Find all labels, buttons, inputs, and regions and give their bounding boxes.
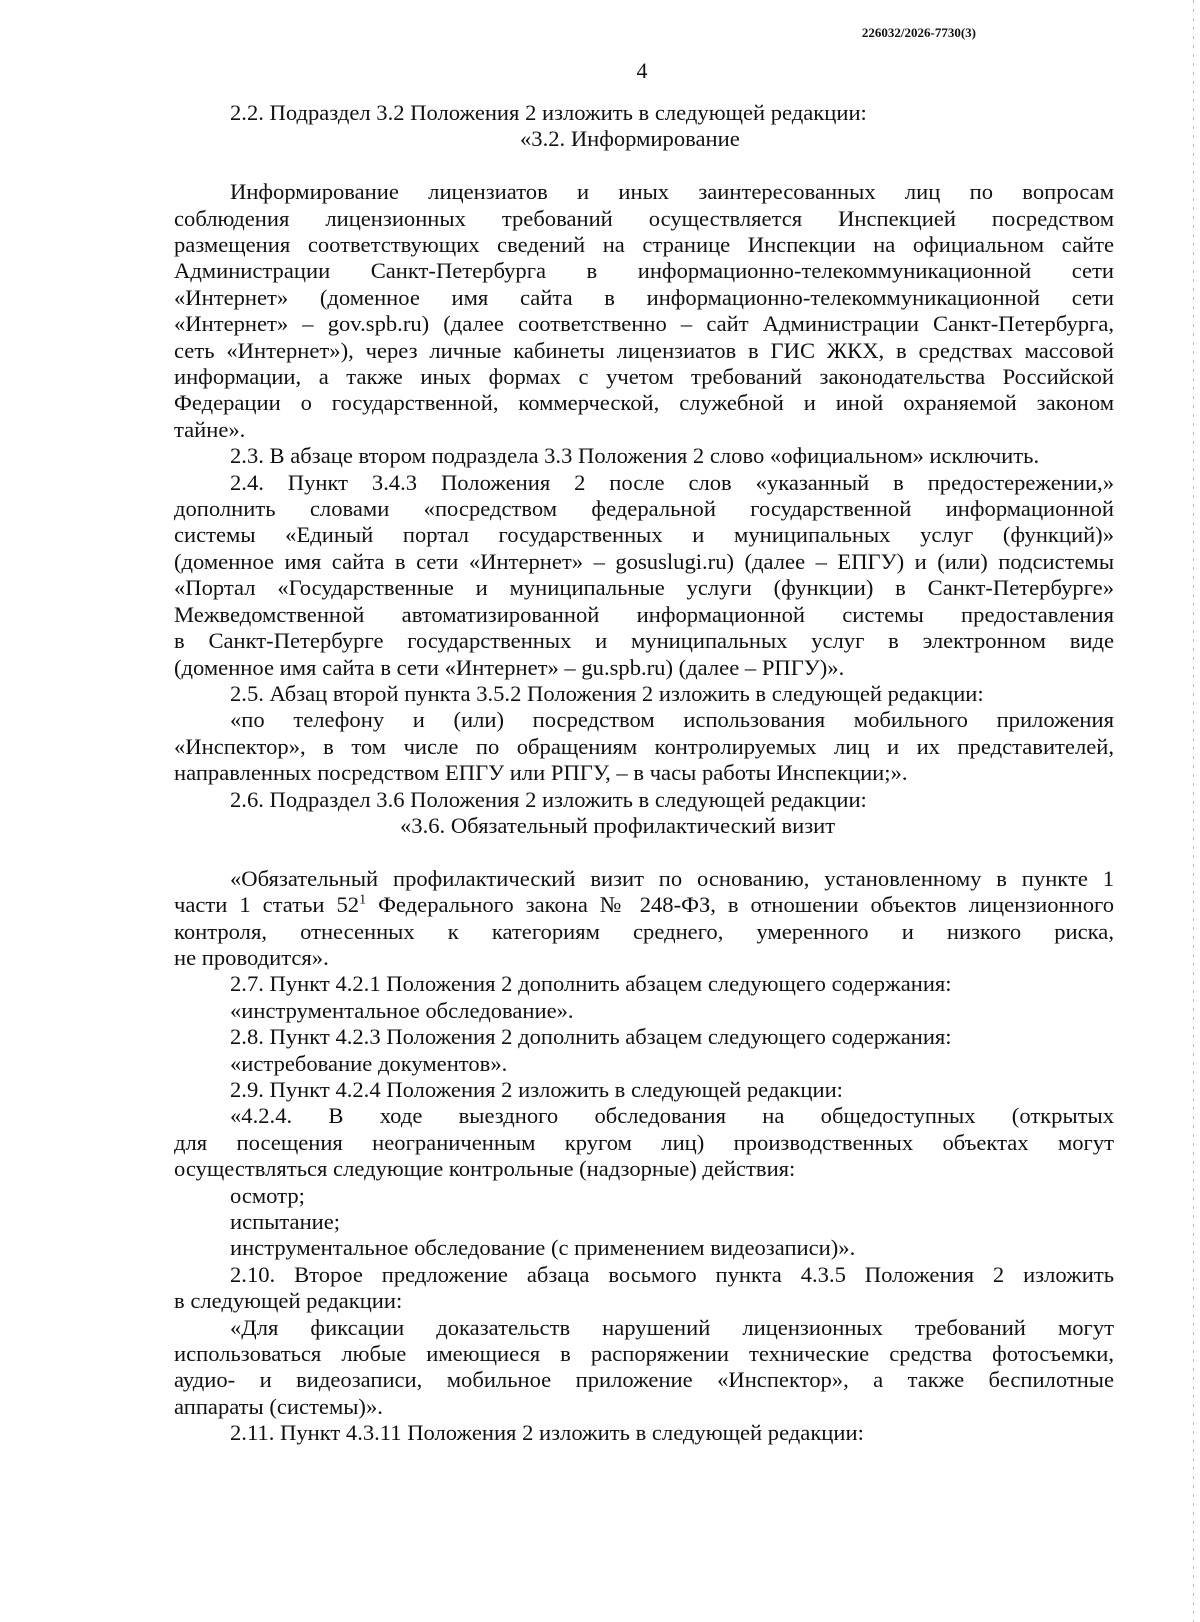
section-2-9: 2.9. Пункт 4.2.4 Положения 2 изложить в следующей редакции: [230, 1077, 843, 1102]
section-2-8-text: «истребование документов». [230, 1050, 508, 1076]
paragraph-line: 2.4. Пункт 3.4.3 Положения 2 после слов «указанный в предостережении,» [230, 469, 1114, 495]
section-2-4 [174, 470, 1114, 681]
paragraph-line: не проводится». [174, 944, 329, 970]
visit-paragraph [174, 866, 1114, 972]
section-2-11: 2.11. Пункт 4.3.11 Положения 2 изложить в следующей редакции: [230, 1420, 864, 1446]
section-3-6-heading: «3.6. Обязательный профилактический визит [400, 812, 836, 838]
section-2-2-title: 2.2. Подраздел 3.2 Положения 2 изложить в следующей редакции: [230, 100, 867, 125]
section-2-5-quote [174, 707, 1114, 786]
paragraph-line: для посещения неограниченным кругом лиц) производственных объектах могут [174, 1129, 1114, 1155]
section-2-8: 2.8. Пункт 4.2.3 Положения 2 дополнить абзацем следующего содержания: [230, 1024, 952, 1050]
list-item: инструментальное обследование (с применением видеозаписи)». [230, 1235, 856, 1261]
paragraph-line: Межведомственной автоматизированной информационной системы предоставления [174, 601, 1114, 627]
section-3-2-heading: «3.2. Информирование [520, 126, 740, 152]
paragraph-line: Администрации Санкт-Петербурга в информационно-телекоммуникационной сети [174, 258, 1114, 284]
section-2-10 [174, 1262, 1114, 1420]
paragraph-line: «Интернет» – gov.spb.ru) (далее соответственно – сайт Администрации Санкт-Петербурга, [174, 311, 1114, 337]
paragraph-line: (доменное имя сайта в сети «Интернет» – gu.spb.ru) (далее – РПГУ)». [174, 654, 845, 680]
paragraph-line: осуществляться следующие контрольные (надзорные) действия: [174, 1156, 796, 1182]
visit-text-part: Федерального закона № 248-ФЗ, в отношении объектов лицензионного [366, 892, 1114, 918]
paragraph-line: дополнить словами «посредством федеральной государственной информационной [174, 496, 1114, 522]
paragraph-line: «по телефону и (или) посредством использования мобильного приложения [230, 707, 1114, 733]
paragraph-line: «Интернет» (доменное имя сайта в информационно-телекоммуникационной сети [174, 284, 1114, 310]
superscript-one: 1 [359, 892, 367, 908]
paragraph-line: в следующей редакции: [174, 1288, 403, 1314]
paragraph-line: «4.2.4. В ходе выездного обследования на общедоступных (открытых [230, 1103, 1114, 1129]
section-2-7: 2.7. Пункт 4.2.1 Положения 2 дополнить абзацем следующего содержания: [230, 971, 952, 997]
paragraph-line: «Для фиксации доказательств нарушений лицензионных требований могут [230, 1314, 1114, 1340]
paragraph-line: контроля, отнесенных к категориям среднего, умеренного и низкого риска, [174, 918, 1114, 944]
paragraph-line: системы «Единый портал государственных и муниципальных услуг (функций)» [174, 522, 1114, 548]
paragraph-line: тайне». [174, 416, 246, 442]
paragraph-line: «Портал «Государственные и муниципальные услуги (функции) в Санкт-Петербурге» [174, 575, 1114, 601]
list-item: осмотр; [230, 1182, 305, 1208]
informing-paragraph [174, 179, 1114, 443]
section-2-6: 2.6. Подраздел 3.6 Положения 2 изложить в следующей редакции: [230, 786, 867, 812]
paragraph-line: Информирование лицензиатов и иных заинтересованных лиц по вопросам [230, 179, 1114, 205]
paragraph-line: использоваться любые имеющиеся в распоряжении технические средства фотосъемки, [174, 1341, 1114, 1367]
paragraph-line: размещения соответствующих сведений на странице Инспекции на официальном сайте [174, 232, 1114, 258]
paragraph-line: соблюдения лицензионных требований осуществляется Инспекцией посредством [174, 205, 1114, 231]
paragraph-line: аудио- и видеозаписи, мобильное приложение «Инспектор», а также беспилотные [174, 1367, 1114, 1393]
section-2-7-text: «инструментальное обследование». [230, 997, 574, 1023]
paragraph-line: направленных посредством ЕПГУ или РПГУ, – в часы работы Инспекции;». [174, 760, 908, 786]
page-edge-scan-artifact [1193, 0, 1194, 1622]
document-body [174, 100, 1114, 1447]
paragraph-line: Федерации о государственной, коммерческой, служебной и иной охраняемой законом [174, 390, 1114, 416]
visit-text-part: части 1 статьи 52 [174, 892, 360, 918]
section-2-9-quote [174, 1103, 1114, 1261]
list-item: испытание; [230, 1209, 341, 1235]
paragraph-line: аппараты (системы)». [174, 1393, 383, 1419]
paragraph-line: «Инспектор», в том числе по обращениям контролируемых лиц и их представителей, [174, 733, 1114, 759]
paragraph-line: в Санкт-Петербурге государственных и муниципальных услуг в электронном виде [174, 628, 1114, 654]
page-number: 4 [636, 58, 648, 83]
section-2-5: 2.5. Абзац второй пункта 3.5.2 Положения 2 изложить в следующей редакции: [230, 680, 984, 706]
paragraph-line: (доменное имя сайта в сети «Интернет» – gosuslugi.ru) (далее – ЕПГУ) и (или) подсистемы [174, 548, 1114, 574]
paragraph-line: «Обязательный профилактический визит по основанию, установленному в пункте 1 [230, 865, 1114, 891]
paragraph-line: сеть «Интернет»), через личные кабинеты лицензиатов в ГИС ЖКХ, в средствах массовой [174, 337, 1114, 363]
paragraph-line: 2.10. Второе предложение абзаца восьмого пункта 4.3.5 Положения 2 изложить [230, 1261, 1114, 1287]
paragraph-line: информации, а также иных формах с учетом требований законодательства Российской [174, 364, 1114, 390]
document-id: 226032/2026-7730(3) [861, 25, 976, 40]
section-2-3: 2.3. В абзаце втором подраздела 3.3 Положения 2 слово «официальном» исключить. [230, 443, 1040, 469]
paragraph-line [174, 892, 1114, 918]
